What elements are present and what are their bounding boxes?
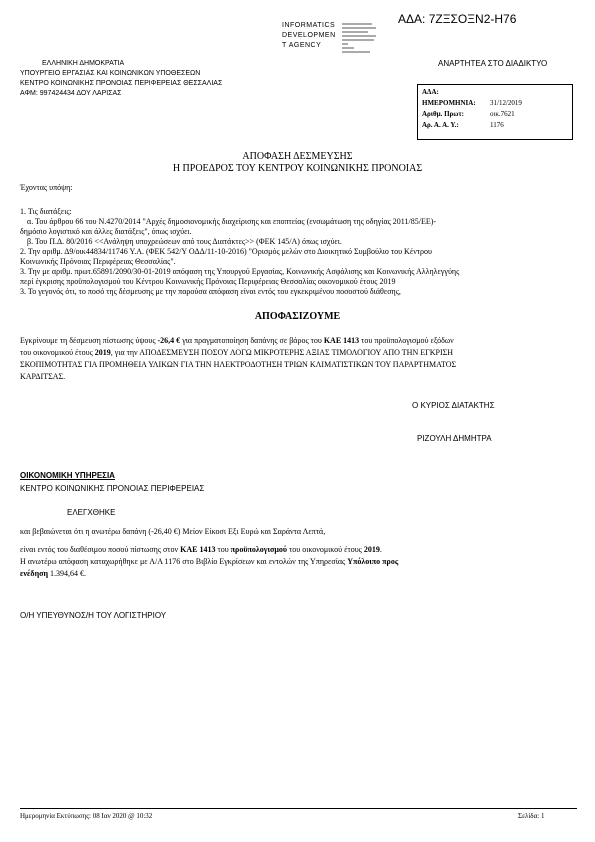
certify-text: και βεβαιώνεται ότι η ανωτέρω δαπάνη (-26,40 €) Μείον Είκοσι Εξι Ευρώ και Σαράντα Λεπτά, bbox=[20, 527, 326, 536]
checked-label: ΕΛΕΓΧΘΗΚΕ bbox=[67, 508, 116, 517]
ida-logo bbox=[282, 21, 336, 51]
ida-logo-line: T AGENCY bbox=[282, 42, 322, 49]
accountant-title: Ο/Η ΥΠΕΥΘΥΝΟΣ/Η ΤΟΥ ΛΟΓΙΣΤΗΡΙΟΥ bbox=[20, 611, 167, 620]
legal-basis bbox=[20, 207, 580, 297]
approval-line: ΣΚΟΠΙΜΟΤΗΤΑΣ ΓΙΑ ΠΡΟΜΗΘΕΙΑ ΥΛΙΚΩΝ ΓΙΑ ΤΗΝ ΗΛΕΚΤΡΟΔΟΤΗΣΗ ΤΡΙΩΝ ΚΛΙΜΑΤΙΣΤΙΚΩΝ ΤΟΥ ΠΑΡΑΡΤΗΜΑΤΟΣ bbox=[20, 360, 457, 369]
reference-value: οικ.7621 bbox=[490, 110, 515, 118]
org-line: ΥΠΟΥΡΓΕΙΟ ΕΡΓΑΣΙΑΣ ΚΑΙ ΚΟΙΝΩΝΙΚΩΝ ΥΠΟΘΕΣΕΩΝ bbox=[20, 70, 201, 77]
org-line: ΕΛΛΗΝΙΚΗ ΔΗΜΟΚΡΑΤΙΑ bbox=[42, 60, 125, 67]
finance-line: ενέδηση 1.394,64 €. bbox=[20, 569, 86, 578]
ida-logo-line: DEVELOPMEN bbox=[282, 32, 336, 39]
reference-value: 31/12/2019 bbox=[490, 99, 522, 107]
legal-item: περί έγκρισης προϋπολογισμού του Κέντρου Κοινωνικής Πρόνοιας Περιφέρειας Θεσσαλίας οικονομικού έτους 2019 bbox=[20, 277, 396, 286]
approval-line: ΚΑΡΔΙΤΣΑΣ. bbox=[20, 372, 66, 381]
legal-item: Κοινωνικής Πρόνοιας Περιφέρειας Θεσσαλίας". bbox=[20, 257, 176, 266]
decide-heading: ΑΠΟΦΑΣΙΖΟΥΜΕ bbox=[254, 311, 341, 322]
legal-item: β. Του Π.Δ. 80/2016 <<Ανάληψη υποχρεώσεων από τους Διατάκτες>> (ΦΕΚ 145/Α) όπως ισχύει. bbox=[27, 237, 342, 246]
reference-label: ΗΜΕΡΟΜΗΝΙΑ: bbox=[422, 99, 476, 107]
reference-value: 1176 bbox=[490, 121, 504, 129]
ada-label: ΑΔΑ: bbox=[422, 88, 439, 96]
document-title bbox=[0, 151, 595, 175]
legal-item: 3. Το γεγονός ότι, το ποσό της δέσμευσης με την παρούσα απόφαση είναι εντός του εγκεκριμένου ποσοστού διάθεσης, bbox=[20, 287, 401, 296]
finance-heading: ΟΙΚΟΝΟΜΙΚΗ ΥΠΗΡΕΣΙΑ bbox=[20, 471, 115, 480]
ida-logo-mark bbox=[342, 22, 378, 56]
authority-title: Ο ΚΥΡΙΟΣ ΔΙΑΤΑΚΤΗΣ bbox=[412, 401, 495, 410]
approval-line: του οικονομικού έτους 2019, για την ΑΠΟΔΕΣΜΕΥΣΗ ΠΟΣΟΥ ΛΟΓΩ ΜΙΚΡΟΤΕΡΗΣ ΑΞΙΑΣ ΤΙΜΟΛΟΓΙΟΥ ΑΠΟ ΤΗΝ ΕΓΚΡΙΣΗ bbox=[20, 348, 454, 357]
legal-item: 3. Την με αριθμ. πρωτ.65891/2090/30-01-2019 απόφαση της Υπουργού Εργασίας, Κοινωνικής Ασφάλισης και Κοινωνικής Αλληλεγγύης bbox=[20, 267, 460, 276]
footer-rule bbox=[20, 808, 577, 809]
reference-row bbox=[422, 121, 568, 129]
ada-code: ΑΔΑ: 7ΖΞΣΟΞΝ2-Η76 bbox=[398, 12, 517, 26]
legal-item: α. Του άρθρου 66 του Ν.4270/2014 "Αρχές δημοσιονομικής διαχείρισης και εποπτείας (ενσωμάτωση της οδηγίας 2011/85/ΕΕ)- bbox=[27, 217, 437, 226]
reference-row bbox=[422, 99, 568, 107]
reference-row bbox=[422, 110, 568, 118]
signer-name: ΡΙΖΟΥΛΗ ΔΗΜΗΤΡΑ bbox=[417, 434, 492, 443]
reference-label: Αριθμ. Πρωτ: bbox=[422, 110, 464, 118]
finance-paragraph bbox=[20, 544, 398, 580]
approval-line: Εγκρίνουμε τη δέσμευση πίστωσης ύψους -26,4 € για πραγματοποίηση δαπάνης σε βάρος του ΚΑΕ 1413 του προϋπολογισμού εξόδων bbox=[20, 336, 454, 345]
finance-line: είναι εντός του διαθέσιμου ποσού πίστωσης στον ΚΑΕ 1413 του προϋπολογισμού του οικονομικού έτους 2019. bbox=[20, 545, 382, 554]
legal-item: 2. Την αριθμ. Δ9/οικ44834/11746 Υ.Α. (ΦΕΚ 542/Υ ΟΔΔ/11-10-2016) "Ορισμός μελών στο Διοικητικό Συμβούλιο του Κέντρου bbox=[20, 247, 432, 256]
legal-item: 1. Τις διατάξεις: bbox=[20, 207, 72, 216]
finance-line: Η ανωτέρω απόφαση καταχωρήθηκε με Α/Α 1176 στο Βιβλίο Εγκρίσεων και εντολών της Υπηρεσίας Υπόλοιπο προς bbox=[20, 557, 399, 566]
title-line: Η ΠΡΟΕΔΡΟΣ ΤΟΥ ΚΕΝΤΡΟΥ ΚΟΙΝΩΝΙΚΗΣ ΠΡΟΝΟΙΑΣ bbox=[172, 163, 423, 174]
org-line: ΑΦΜ: 997424434 ΔΟΥ ΛΑΡΙΣΑΣ bbox=[20, 90, 122, 97]
legal-item: δημόσιο λογιστικό και άλλες διατάξεις", όπως ισχύει. bbox=[20, 227, 192, 236]
publish-note: ΑΝΑΡΤΗΤΕΑ ΣΤΟ ΔΙΑΔΙΚΤΥΟ bbox=[438, 59, 548, 68]
reference-box bbox=[417, 84, 573, 140]
considering-label: Έχοντας υπόψη: bbox=[20, 183, 73, 192]
page-number: Σελίδα: 1 bbox=[518, 812, 545, 820]
reference-label: Αρ. Α. Α. Υ.: bbox=[422, 121, 459, 129]
organization-block bbox=[20, 59, 222, 99]
print-date: Ημερομηνία Εκτύπωσης: 08 Ιαν 2020 @ 10:32 bbox=[20, 812, 153, 820]
title-line: ΑΠΟΦΑΣΗ ΔΕΣΜΕΥΣΗΣ bbox=[242, 151, 353, 162]
org-line: ΚΕΝΤΡΟ ΚΟΙΝΩΝΙΚΗΣ ΠΡΟΝΟΙΑΣ ΠΕΡΙΦΕΡΕΙΑΣ ΘΕΣΣΑΛΙΑΣ bbox=[20, 80, 223, 87]
finance-subheading: ΚΕΝΤΡΟ ΚΟΙΝΩΝΙΚΗΣ ΠΡΟΝΟΙΑΣ ΠΕΡΙΦΕΡΕΙΑΣ bbox=[20, 484, 205, 493]
ida-logo-line: INFORMATICS bbox=[282, 22, 336, 29]
approval-paragraph bbox=[20, 335, 580, 383]
